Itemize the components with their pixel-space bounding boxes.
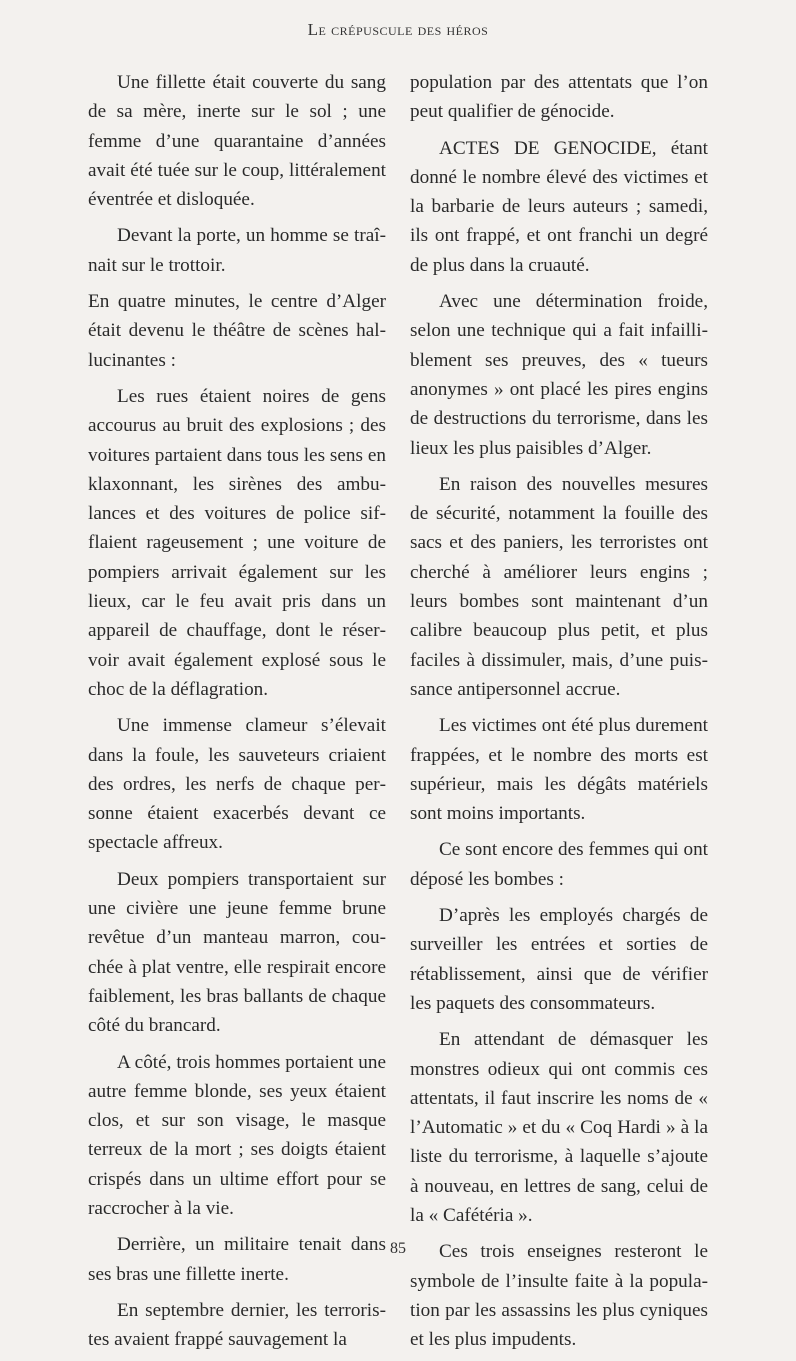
- running-head: Le crépuscule des héros: [307, 20, 489, 39]
- paragraph: D’après les employés chargés de surveiller les entrées et sorties de rétablissement, ainsi que de vérifier les paquets des consommateurs.: [410, 905, 708, 1014]
- paragraph: Avec une détermination froide, selon une technique qui a fait infailliblement ses preuves, des « tueurs anonymes » ont placé les pires engins de destructions du terrorisme, dans les lieux les plus paisibles d’Alger.: [410, 291, 708, 459]
- paragraph: population par des attentats que l’on peut qualifier de génocide.: [410, 72, 708, 123]
- paragraph: Ces trois enseignes resteront le symbole de l’insulte faite à la population par les assassins les plus cyniques et les plus impudents.: [410, 1241, 708, 1351]
- paragraph: En raison des nouvelles mesures de sécurité, notamment la fouille des sacs et des paniers, les terroristes ont cherché à améliorer leurs engins ; leurs bombes sont maintenant d’un calibre beaucoup plus petit, et plus faciles à dissimuler, mais, d’une puissance antipersonnel accrue.: [410, 473, 708, 700]
- page-number: 85: [390, 1240, 406, 1257]
- paragraph: Deux pompiers transportaient sur une civière une jeune femme brune revêtue d’un manteau marron, couchée à plat ventre, elle respirait encore faiblement, les bras ballants de chaque côté du brancard.: [88, 868, 386, 1037]
- paragraph: En septembre dernier, les terroristes avaient frappé sauvagement la: [88, 1299, 386, 1351]
- paragraph: Les victimes ont été plus durement frappées, et le nombre des morts est supérieur, mais les dégâts matériels sont moins importants.: [410, 715, 708, 825]
- paragraph: Devant la porte, un homme se traînait sur le trottoir.: [88, 225, 386, 276]
- paragraph: En attendant de démasquer les monstres odieux qui ont commis ces attentats, il faut inscrire les noms de « l’Automatic » et du « Coq Hardi » à la liste du terrorisme, à laquelle s’ajoute à nouveau, en lettres de sang, celui de la « Cafétéria ».: [410, 1029, 708, 1226]
- paragraph: Derrière, un militaire tenait dans ses bras une fillette inerte.: [88, 1234, 386, 1285]
- left-column: [88, 68, 386, 1361]
- paragraph: ACTES DE GENOCIDE, étant donné le nombre élevé des victimes et la barbarie de leurs auteurs ; samedi, ils ont frappé, et ont franchi un degré de plus dans la cruauté.: [410, 137, 708, 276]
- paragraph: Les rues étaient noires de gens accourus au bruit des explosions ; des voitures partaient dans tous les sens en klaxonnant, les sirènes des ambulances et des voitures de police sifflaient rageusement ; une voiture de pompiers arrivait également sur les lieux, car le feu avait pris dans un appareil de chauffage, dont le réservoir avait également explosé sous le choc de la déflagration.: [88, 385, 386, 700]
- paragraph: En quatre minutes, le centre d’Alger était devenu le théâtre de scènes hallucinantes :: [88, 291, 386, 371]
- paragraph: Ce sont encore des femmes qui ont déposé les bombes :: [410, 839, 708, 890]
- paragraph: Une immense clameur s’élevait dans la foule, les sauveteurs criaient des ordres, les nerfs de chaque personne étaient exacerbés devant ce spectacle affreux.: [88, 715, 386, 854]
- paragraph: Une fillette était couverte du sang de sa mère, inerte sur le sol ; une femme d’une quarantaine d’années avait été tuée sur le coup, littéralement éventrée et disloquée.: [88, 72, 386, 211]
- right-column: [410, 68, 708, 1361]
- paragraph: A côté, trois hommes portaient une autre femme blonde, ses yeux étaient clos, et sur son visage, le masque terreux de la mort ; ses doigts étaient crispés dans un ultime effort pour se raccrocher à la vie.: [88, 1051, 386, 1219]
